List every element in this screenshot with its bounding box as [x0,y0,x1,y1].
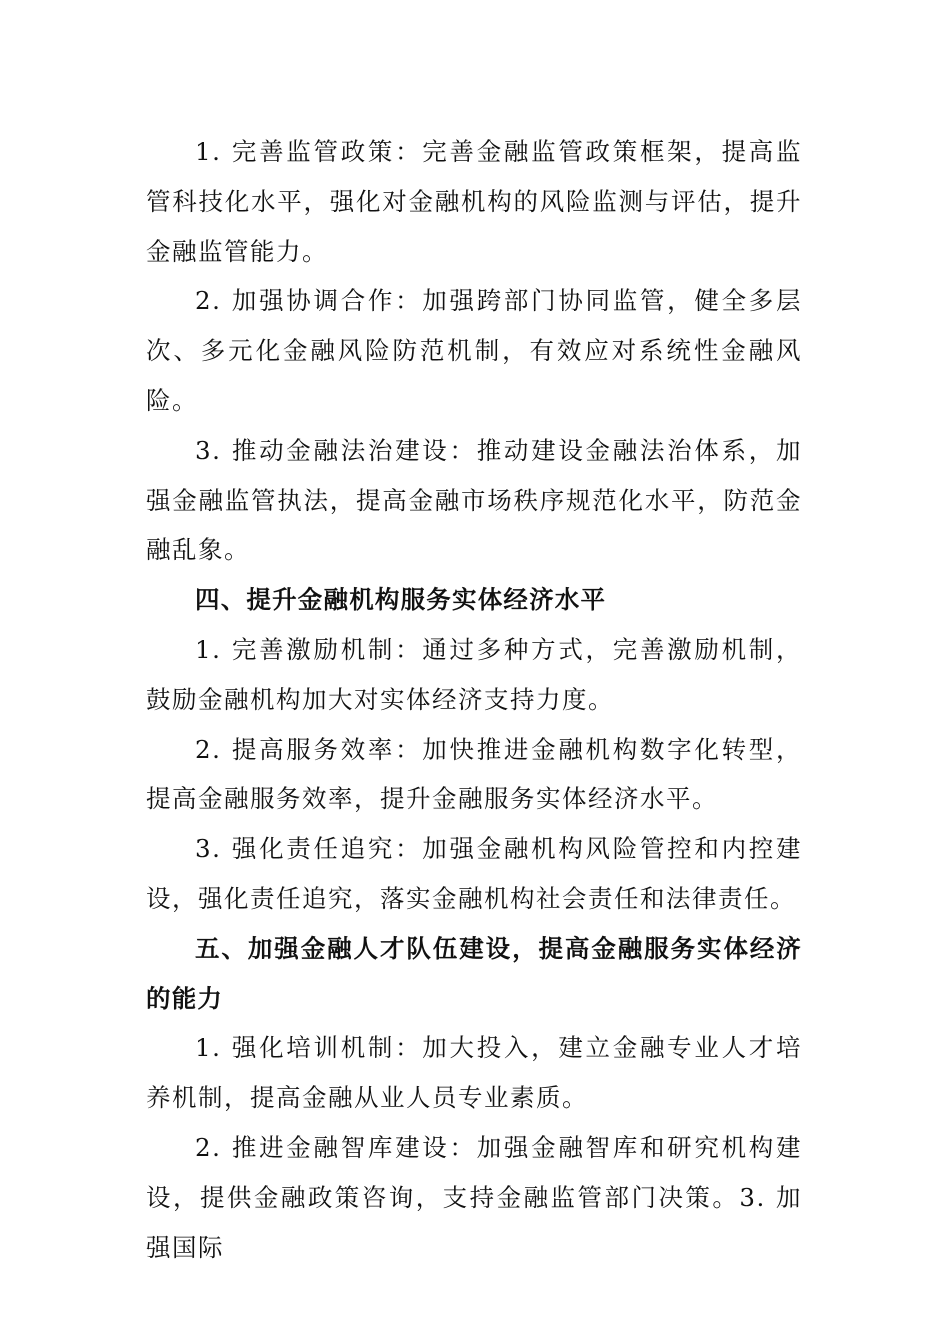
paragraph-accountability: 3. 强化责任追究：加强金融机构风险管控和内控建设，强化责任追究，落实金融机构社会责任和法律责任。 [146,834,802,913]
paragraph-regulation-policy: 1. 完善监管政策：完善金融监管政策框架，提高监管科技化水平，强化对金融机构的风险监测与评估，提升金融监管能力。 [146,137,802,266]
document-page [146,127,802,1272]
paragraph-training-mechanism: 1. 强化培训机制：加大投入，建立金融专业人才培养机制，提高金融从业人员专业素质。 [146,1033,802,1113]
paragraph-rule-of-law: 3. 推动金融法治建设：推动建设金融法治体系，加强金融监管执法，提高金融市场秩序规范化水平，防范金融乱象。 [146,435,802,565]
section-heading-five: 五、加强金融人才队伍建设，提高金融服务实体经济的能力 [146,933,802,1013]
section-heading-four: 四、提升金融机构服务实体经济水平 [195,585,607,615]
paragraph-think-tank: 2. 推进金融智库建设：加强金融智库和研究机构建设，提供金融政策咨询，支持金融监管部门决策。3. 加强国际 [146,1132,802,1262]
paragraph-service-efficiency: 2. 提高服务效率：加快推进金融机构数字化转型，提高金融服务效率，提升金融服务实体经济水平。 [146,734,802,814]
paragraph-coordination: 2. 加强协调合作：加强跨部门协同监管，健全多层次、多元化金融风险防范机制，有效应对系统性金融风险。 [146,286,802,415]
paragraph-incentive-mechanism: 1. 完善激励机制：通过多种方式，完善激励机制，鼓励金融机构加大对实体经济支持力度。 [146,634,802,714]
